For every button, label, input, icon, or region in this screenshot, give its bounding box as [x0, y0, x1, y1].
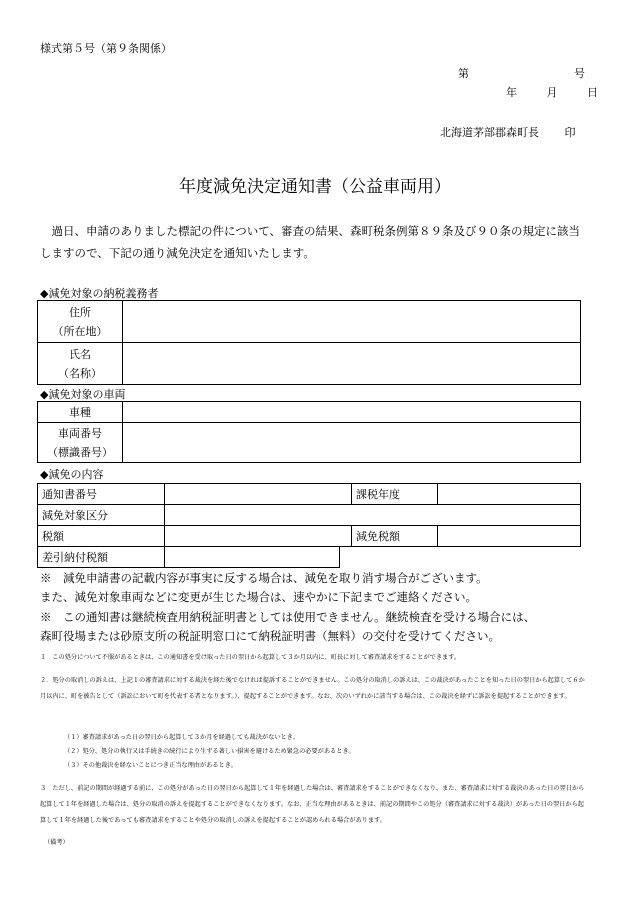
date-day: 日 [587, 86, 598, 99]
section-taxpayer-heading: ◆減免対象の納税義務者 [40, 287, 159, 300]
net-amount-label: 差引納付税額 [38, 547, 165, 568]
address-sub-label: （所在地） [52, 324, 108, 338]
tax-year-value[interactable] [438, 484, 581, 505]
note-4: 森町役場または砂原支所の税証明窓口にて納税証明書（無料）の交付を受けてください。 [40, 629, 500, 643]
note-2: また、減免対象車両などに変更が生じた場合は、速やかに下記までご連絡ください。 [40, 590, 477, 604]
date-month: 月 [546, 86, 558, 99]
issuer-name: 北海道茅部郡森町長 [440, 126, 539, 139]
seal-mark: 印 [564, 126, 576, 139]
taxpayer-table [37, 300, 581, 385]
section-content-heading: ◆減免の内容 [40, 468, 104, 481]
vehicle-type-value[interactable] [123, 402, 581, 423]
intro-paragraph: 過日、申請のありました標記の件について、審査の結果、森町税条例第８９条及び９０条の規定に該当しますので、下記の通り減免決定を通知いたします。 [40, 224, 581, 260]
tax-amount-value[interactable] [165, 526, 352, 547]
name-label-cell [38, 343, 123, 385]
vehicle-table [37, 401, 581, 463]
address-label: 住所 [69, 305, 91, 319]
date-year: 年 [506, 86, 517, 99]
issuer-line [440, 124, 576, 140]
reduced-amount-label: 減免税額 [352, 526, 438, 547]
plate-label: 車両番号 [58, 426, 102, 440]
tax-year-label: 課税年度 [352, 484, 438, 505]
legal-item-2: （２）処分、処分の執行又は手続きの続行により生ずる著しい損害を避けるため緊急の必要があるとき。 [64, 748, 355, 755]
document-title: 年度減免決定通知書（公益車両用） [179, 177, 451, 197]
number-prefix: 第 [458, 67, 469, 80]
form-number: 様式第５号（第９条関係） [40, 42, 172, 55]
address-value[interactable] [123, 301, 581, 343]
remarks-label: （備考） [44, 839, 69, 846]
plate-sub-label: （標識番号） [47, 445, 113, 459]
legal-paragraph-3: ３ ただし、前記の期間が経過する前に、この処分があった日の翌日から起算して１年を経過した場合は、審査請求をすることができなくなり、また、審査請求に対する裁決のあった日の翌日から起算して１年を経過した場合は、処分の取消の訴えを提起することができなくなります。なお、正当な理由があるときは、前記の期間やこの処分（審査請求に対する裁決）があった日の翌日から起算して１年を経過した後であっても審査請求をすることや処分の取消しの訴えを提起することが認められる場合があります。 [40, 785, 585, 824]
note-1: ※ 減免申請書の記載内容が事実に反する場合は、減免を取り消す場合がございます。 [40, 571, 488, 585]
vehicle-type-label: 車種 [38, 402, 123, 423]
date-line [506, 84, 598, 100]
name-value[interactable] [123, 343, 581, 385]
name-label: 氏名 [69, 347, 91, 361]
net-amount-table [37, 546, 340, 568]
plate-label-cell [38, 423, 123, 463]
legal-item-3: （３）その他裁決を経ないことにつき正当な理由があるとき。 [64, 762, 237, 769]
document-number-line [458, 65, 585, 81]
content-table [37, 483, 581, 547]
address-label-cell [38, 301, 123, 343]
notice-no-label: 通知書番号 [38, 484, 165, 505]
legal-item-1: （１）審査請求があった日の翌日から起算して３か月を経過しても裁決がないとき。 [64, 734, 299, 741]
tax-amount-label: 税額 [38, 526, 165, 547]
number-suffix: 号 [574, 67, 585, 80]
net-amount-value[interactable] [165, 547, 340, 568]
legal-paragraph-2: ２．処分の取消しの訴えは、上記１の審査請求に対する裁決を経た後でなければ提訴することができません。この処分の取消しの訴えは、この裁決があったことを知った日の翌日から起算して６か月以内に、町を被告として（訴訟において町を代表する者となります。）、提起することができます。なお、次のいずれかに該当する場合は、この裁決を経ずに訴訟を提起することができます。 [40, 677, 585, 700]
category-label: 減免対象区分 [38, 505, 165, 526]
category-value[interactable] [165, 505, 581, 526]
name-sub-label: （名称） [58, 366, 102, 380]
plate-value[interactable] [123, 423, 581, 463]
notice-no-value[interactable] [165, 484, 352, 505]
reduced-amount-value[interactable] [438, 526, 581, 547]
note-3: ※ この通知書は継続検査用納税証明書としては使用できません。継続検査を受ける場合には、 [40, 610, 536, 624]
section-vehicle-heading: ◆減免対象の車両 [40, 388, 126, 401]
legal-paragraph-1: １ この処分について不服があるときは、この通知書を受け取った日の翌日から起算して３か月以内に、町長に対して審査請求をすることができます。 [40, 654, 461, 661]
